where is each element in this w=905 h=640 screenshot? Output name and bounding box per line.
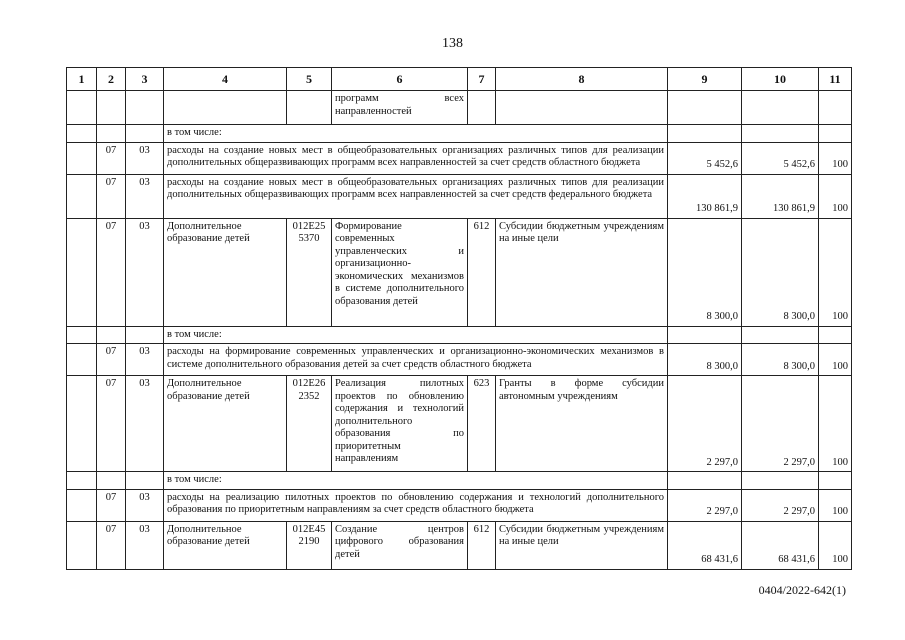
cell-subsection: 03: [126, 376, 164, 472]
table-row: [67, 125, 852, 143]
cell-expense-type: 623: [468, 376, 496, 472]
cell-section: 07: [97, 142, 126, 174]
cell-percent: 100: [819, 376, 852, 472]
cell-empty: [97, 326, 126, 344]
cell-percent: 100: [819, 142, 852, 174]
cell-purpose: Формирование современных управленческих и организационно-экономических механизмов в системе дополнительного образования детей: [332, 218, 468, 326]
header-row: [67, 68, 852, 91]
cell-empty: [97, 472, 126, 490]
cell-section: 07: [97, 344, 126, 376]
cell-purpose: Реализация пилотных проектов по обновлению содержания и технологий дополнительного образования по приоритетным направлениям: [332, 376, 468, 472]
cell-amount-executed: 2 297,0: [742, 489, 819, 521]
cell-empty: [668, 472, 742, 490]
cell-section: 07: [97, 174, 126, 218]
cell-empty: [164, 91, 287, 125]
cell-subsection: 03: [126, 218, 164, 326]
cell-empty: [819, 472, 852, 490]
cell-empty: [67, 489, 97, 521]
cell-amount-executed: 130 861,9: [742, 174, 819, 218]
column-header: 6: [332, 68, 468, 91]
cell-empty: [126, 91, 164, 125]
table-row: [67, 326, 852, 344]
cell-description: расходы на реализацию пилотных проектов по обновлению содержания и технологий дополнительного образования по приоритетным направлениям за счет средств областного бюджета: [164, 489, 668, 521]
cell-description: расходы на формирование современных управленческих и организационно-экономических механизмов в системе дополнительного образования детей за счет средств областного бюджета: [164, 344, 668, 376]
cell-percent: 100: [819, 521, 852, 569]
cell-expense-type: 612: [468, 218, 496, 326]
cell-empty: [468, 91, 496, 125]
column-header: 11: [819, 68, 852, 91]
cell-empty: [819, 125, 852, 143]
column-header: 9: [668, 68, 742, 91]
cell-empty: [67, 472, 97, 490]
cell-subheading: в том числе:: [164, 472, 668, 490]
cell-purpose: программ всех направленностей: [332, 91, 468, 125]
cell-empty: [67, 344, 97, 376]
table-row: [67, 174, 852, 218]
cell-subsection: 03: [126, 142, 164, 174]
column-header: 5: [287, 68, 332, 91]
budget-table: [66, 67, 852, 570]
cell-empty: [67, 326, 97, 344]
cell-subsection: 03: [126, 521, 164, 569]
document-code: 0404/2022-642(1): [758, 583, 846, 597]
page-number: 138: [442, 36, 463, 51]
column-header: 1: [67, 68, 97, 91]
cell-empty: [67, 521, 97, 569]
table-row: [67, 344, 852, 376]
cell-empty: [126, 125, 164, 143]
column-header: 7: [468, 68, 496, 91]
cell-amount-approved: 8 300,0: [668, 344, 742, 376]
cell-empty: [819, 326, 852, 344]
cell-name: Дополнительное образование детей: [164, 521, 287, 569]
cell-empty: [742, 91, 819, 125]
cell-expense-name: Субсидии бюджетным учреждениям на иные цели: [496, 521, 668, 569]
cell-empty: [126, 472, 164, 490]
cell-subheading: в том числе:: [164, 326, 668, 344]
cell-empty: [97, 125, 126, 143]
cell-subsection: 03: [126, 174, 164, 218]
cell-target-code: 012E26 2352: [287, 376, 332, 472]
cell-percent: 100: [819, 174, 852, 218]
column-header: 4: [164, 68, 287, 91]
cell-empty: [67, 142, 97, 174]
table-row: [67, 521, 852, 569]
table-row: [67, 91, 852, 125]
cell-amount-executed: 5 452,6: [742, 142, 819, 174]
column-header: 3: [126, 68, 164, 91]
cell-empty: [668, 91, 742, 125]
cell-empty: [668, 125, 742, 143]
cell-section: 07: [97, 218, 126, 326]
cell-subsection: 03: [126, 489, 164, 521]
cell-percent: 100: [819, 489, 852, 521]
cell-amount-approved: 130 861,9: [668, 174, 742, 218]
cell-target-code: 012E45 2190: [287, 521, 332, 569]
cell-amount-executed: 8 300,0: [742, 344, 819, 376]
cell-amount-approved: 8 300,0: [668, 218, 742, 326]
table-row: [67, 472, 852, 490]
cell-amount-approved: 5 452,6: [668, 142, 742, 174]
cell-amount-executed: 68 431,6: [742, 521, 819, 569]
cell-empty: [742, 472, 819, 490]
cell-expense-name: Гранты в форме субсидии автономным учреждениям: [496, 376, 668, 472]
cell-percent: 100: [819, 344, 852, 376]
cell-section: 07: [97, 376, 126, 472]
cell-amount-approved: 68 431,6: [668, 521, 742, 569]
cell-target-code: 012E25 5370: [287, 218, 332, 326]
cell-section: 07: [97, 521, 126, 569]
cell-empty: [67, 174, 97, 218]
cell-empty: [67, 125, 97, 143]
cell-empty: [668, 326, 742, 344]
cell-section: 07: [97, 489, 126, 521]
cell-percent: 100: [819, 218, 852, 326]
cell-empty: [97, 91, 126, 125]
table-row: [67, 489, 852, 521]
cell-empty: [287, 91, 332, 125]
cell-expense-type: 612: [468, 521, 496, 569]
table-row: [67, 218, 852, 326]
table-row: [67, 376, 852, 472]
column-header: 2: [97, 68, 126, 91]
cell-empty: [496, 91, 668, 125]
cell-expense-name: Субсидии бюджетным учреждениям на иные цели: [496, 218, 668, 326]
cell-empty: [742, 125, 819, 143]
cell-description: расходы на создание новых мест в общеобразовательных организациях различных типов для реализации дополнительных общеразвивающих программ всех направленностей за счет средств федерального бюджета: [164, 174, 668, 218]
cell-name: Дополнительное образование детей: [164, 218, 287, 326]
cell-empty: [67, 376, 97, 472]
cell-amount-executed: 8 300,0: [742, 218, 819, 326]
cell-amount-approved: 2 297,0: [668, 376, 742, 472]
cell-empty: [742, 326, 819, 344]
cell-empty: [819, 91, 852, 125]
column-header: 8: [496, 68, 668, 91]
cell-amount-approved: 2 297,0: [668, 489, 742, 521]
cell-empty: [67, 218, 97, 326]
cell-subheading: в том числе:: [164, 125, 668, 143]
column-header: 10: [742, 68, 819, 91]
cell-description: расходы на создание новых мест в общеобразовательных организациях различных типов для реализации дополнительных общеразвивающих программ всех направленностей за счет средств областного бюджета: [164, 142, 668, 174]
cell-empty: [67, 91, 97, 125]
cell-amount-executed: 2 297,0: [742, 376, 819, 472]
cell-name: Дополнительное образование детей: [164, 376, 287, 472]
cell-purpose: Создание центров цифрового образования детей: [332, 521, 468, 569]
cell-empty: [126, 326, 164, 344]
table-row: [67, 142, 852, 174]
cell-subsection: 03: [126, 344, 164, 376]
